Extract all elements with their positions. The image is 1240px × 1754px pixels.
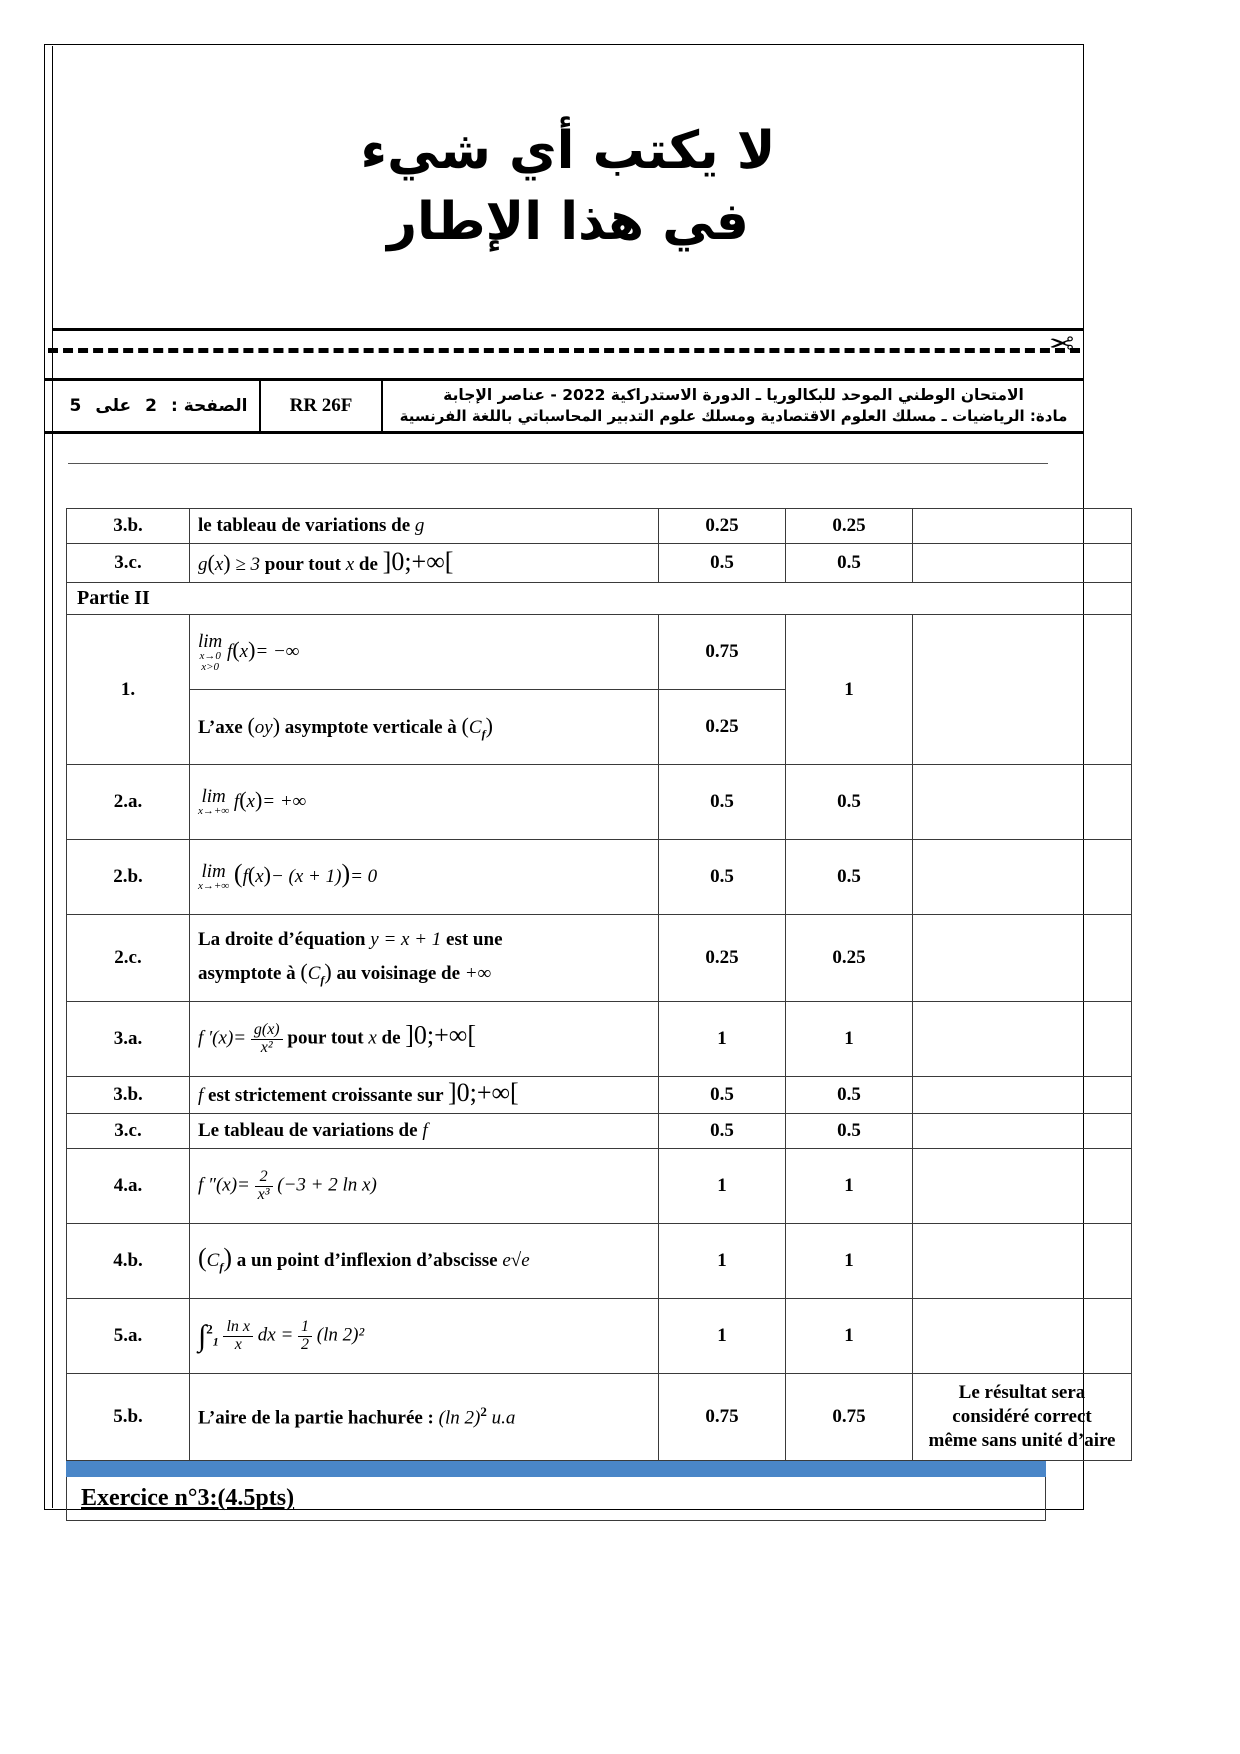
- table-row: [67, 544, 1132, 583]
- points-total: 0.5: [786, 1114, 913, 1149]
- question-id: 2.a.: [67, 765, 190, 840]
- answer-text-de: de: [358, 554, 378, 575]
- fraction-denominator: 2: [301, 1335, 310, 1353]
- table-row: [67, 1002, 1132, 1077]
- math-curve-C: C: [468, 716, 482, 738]
- math-curve-sub: f: [481, 726, 486, 741]
- answer-text: La droite d’équation: [198, 928, 366, 950]
- table-row: [67, 615, 1132, 690]
- math-fraction: [223, 1319, 253, 1354]
- integral-lower-bound: 1: [212, 1334, 219, 1349]
- points-partial: 1: [659, 1149, 786, 1224]
- points-partial: 0.75: [659, 615, 786, 690]
- answer-line-1: [198, 929, 650, 951]
- math-curve-C: C: [307, 962, 321, 984]
- math-limit: [198, 787, 229, 817]
- fraction-numerator: 2: [255, 1169, 273, 1187]
- answer-content: lim x→+∞ f(x)= +∞: [190, 765, 659, 840]
- question-id: 4.b.: [67, 1224, 190, 1299]
- math-dx-equals: dx =: [257, 1324, 294, 1346]
- section-title: Partie II: [67, 583, 1132, 615]
- math-derivative: f ′(x): [198, 1027, 234, 1049]
- math-inequality: ≥ 3: [235, 554, 261, 575]
- question-id: 5.b.: [67, 1374, 190, 1461]
- math-expr-rest: − (x + 1): [270, 865, 342, 887]
- remark-cell: [913, 1374, 1132, 1461]
- points-total: 0.5: [786, 840, 913, 915]
- answer-content: lim x→0 x>0 f(x)= −∞: [190, 615, 659, 690]
- remark-cell: [913, 1114, 1132, 1149]
- table-row: [67, 1224, 1132, 1299]
- answer-text-de: de: [381, 1027, 401, 1049]
- remark-cell: [913, 509, 1132, 544]
- exercise-blue-bar: [66, 1461, 1046, 1477]
- points-partial: 0.25: [659, 915, 786, 1002]
- math-second-derivative: f ″(x): [198, 1174, 238, 1196]
- points-partial: 0.25: [659, 690, 786, 765]
- question-id: 3.c.: [67, 544, 190, 583]
- exam-title-line-2: مادة: الرياضيات ـ مسلك العلوم الاقتصادية ومسلك علوم التدبير المحاسباتي باللغة الفرنسية: [399, 407, 1068, 426]
- math-fraction: [298, 1319, 312, 1354]
- table-row: [67, 1114, 1132, 1149]
- limit-op: lim: [201, 786, 226, 808]
- points-partial: 1: [659, 1299, 786, 1374]
- remark-line-1: Le résultat sera: [958, 1382, 1086, 1404]
- math-var-g: g: [414, 515, 425, 536]
- remark-cell: [913, 840, 1132, 915]
- limit-op: lim: [198, 630, 223, 652]
- remark-cell: [913, 544, 1132, 583]
- do-not-write-box: [52, 46, 1084, 331]
- answer-content: lim x→+∞ (f(x)− (x + 1))= 0: [190, 840, 659, 915]
- math-func-f: f: [422, 1120, 428, 1141]
- answer-text: est strictement croissante sur: [208, 1085, 444, 1106]
- integral-upper-bound: 2: [206, 1321, 213, 1337]
- math-func-f: f: [198, 1085, 204, 1106]
- question-id: 2.c.: [67, 915, 190, 1002]
- points-partial: 0.25: [659, 509, 786, 544]
- table-row: [67, 915, 1132, 1002]
- math-interval: ]0;+∞[: [405, 1020, 477, 1050]
- exam-title-line-1: الامتحان الوطني الموحد للبكالوريا ـ الدورة الاستدراكية 2022 - عناصر الإجابة: [443, 386, 1024, 405]
- points-partial: 0.75: [659, 1374, 786, 1461]
- question-id: 4.a.: [67, 1149, 190, 1224]
- math-limit: [198, 632, 222, 673]
- cut-line-zone: [44, 327, 1084, 376]
- math-fraction: [251, 1022, 283, 1057]
- answer-content: [190, 509, 659, 544]
- points-total: 0.5: [786, 1077, 913, 1114]
- answer-text: Le tableau de variations de: [198, 1120, 418, 1141]
- answer-content: $(C_f)$ a un point d’inflexion d’abscisse e√e: [190, 1224, 659, 1299]
- table-row: [67, 1149, 1132, 1224]
- exercise-title: Exercice n°3:(4.5pts): [81, 1485, 295, 1511]
- math-curve-C: C: [206, 1249, 220, 1271]
- points-partial: 0.5: [659, 544, 786, 583]
- answer-content: [190, 1114, 659, 1149]
- question-id: 5.a.: [67, 1299, 190, 1374]
- math-expr-rest: (−3 + 2 ln x): [277, 1174, 377, 1196]
- points-partial: 0.5: [659, 1077, 786, 1114]
- remark-cell: [913, 1299, 1132, 1374]
- answer-text: a un point d’inflexion d’abscisse: [236, 1249, 498, 1271]
- answer-content: [190, 1299, 659, 1374]
- table-row: [67, 1077, 1132, 1114]
- table-row: [67, 1299, 1132, 1374]
- points-total: 1: [786, 1299, 913, 1374]
- math-equals-value: = +∞: [262, 790, 307, 812]
- answer-content: [190, 915, 659, 1002]
- math-equals: =: [233, 1027, 247, 1049]
- exam-info-bar: [44, 378, 1084, 434]
- math-area-unit: u.a: [491, 1407, 516, 1429]
- limit-sub: x→+∞: [198, 805, 230, 818]
- remark-cell: [913, 615, 1132, 765]
- remark-cell: [913, 1224, 1132, 1299]
- answer-text: pour tout: [287, 1027, 364, 1049]
- answer-content: L’axe (oy) asymptote verticale à $(C_f)$: [190, 690, 659, 765]
- remark-line-2: considéré correct: [952, 1406, 1092, 1428]
- table-row: [67, 509, 1132, 544]
- answer-text: est une: [446, 928, 503, 950]
- points-partial: 0.5: [659, 1114, 786, 1149]
- math-exponent: 2: [480, 1404, 487, 1420]
- table-row: [67, 1374, 1132, 1461]
- exam-title-cell: [381, 381, 1084, 431]
- math-equals: =: [237, 1174, 250, 1196]
- answer-text: le tableau de variations de: [198, 515, 411, 536]
- question-id: 3.b.: [67, 509, 190, 544]
- question-id: 3.b.: [67, 1077, 190, 1114]
- page-label: الصفحة :: [170, 396, 248, 416]
- math-inflection-abscissa: e√e: [502, 1249, 530, 1271]
- math-expr-rest: (ln 2)²: [316, 1324, 365, 1346]
- remark-cell: [913, 1149, 1132, 1224]
- points-total: 1: [786, 1002, 913, 1077]
- question-id: 2.b.: [67, 840, 190, 915]
- question-id: 3.c.: [67, 1114, 190, 1149]
- points-partial: 0.5: [659, 765, 786, 840]
- fraction-denominator: x²: [260, 1038, 273, 1056]
- fraction-numerator: ln x: [223, 1319, 253, 1337]
- answer-text: L’aire de la partie hachurée :: [198, 1407, 434, 1429]
- answer-text: au voisinage de: [336, 962, 461, 984]
- points-total: 0.25: [786, 915, 913, 1002]
- remark-cell: [913, 1077, 1132, 1114]
- remark-cell: [913, 765, 1132, 840]
- dashed-cut-line: [48, 348, 1080, 353]
- math-infinity: +∞: [464, 962, 492, 984]
- points-total: 0.5: [786, 765, 913, 840]
- question-id: 3.a.: [67, 1002, 190, 1077]
- answer-text: L’axe: [198, 716, 243, 738]
- math-interval: ]0;+∞[: [382, 547, 454, 576]
- fraction-denominator: x: [234, 1335, 242, 1353]
- fraction-denominator: x³: [257, 1185, 270, 1203]
- fraction-numerator: g(x): [251, 1022, 283, 1040]
- exam-code: RR 26F: [259, 381, 381, 431]
- math-area-value: (ln 2): [438, 1407, 481, 1429]
- math-interval: ]0;+∞[: [447, 1078, 519, 1107]
- page-number: 2: [145, 396, 157, 416]
- math-func-f: f: [242, 865, 248, 887]
- math-equals-value: = 0: [350, 865, 378, 887]
- points-total: 1: [786, 1149, 913, 1224]
- answer-content: [190, 1374, 659, 1461]
- points-partial: 1: [659, 1002, 786, 1077]
- do-not-write-line-1: لا يكتب أي شيء: [360, 121, 776, 181]
- points-total: 0.75: [786, 1374, 913, 1461]
- page-of-word: على: [95, 396, 132, 416]
- exercise-banner: [66, 1477, 1046, 1521]
- math-func-f: f: [233, 790, 240, 812]
- math-line-equation: y = x + 1: [370, 928, 442, 950]
- do-not-write-line-2: في هذا الإطار: [387, 192, 749, 252]
- math-integral-sign: ∫: [198, 1319, 207, 1352]
- math-var-x: x: [345, 554, 355, 575]
- math-curve-sub: f: [219, 1259, 224, 1274]
- math-var-x: x: [368, 1027, 377, 1049]
- answer-key-table: [66, 508, 1132, 1461]
- remark-cell: [913, 915, 1132, 1002]
- answer-text: asymptote à: [198, 962, 296, 984]
- limit-op: lim: [201, 861, 226, 883]
- remark-cell: [913, 1002, 1132, 1077]
- points-partial: 0.5: [659, 840, 786, 915]
- remark-line-3: même sans unité d’aire: [928, 1429, 1116, 1451]
- math-axis-oy: oy: [254, 716, 273, 738]
- math-curve-sub: f: [320, 972, 325, 987]
- scissors-icon: ✂: [1048, 327, 1074, 362]
- math-fraction: [255, 1169, 273, 1204]
- page-indicator: [44, 381, 259, 431]
- question-id: 1.: [67, 615, 190, 765]
- answer-line-2: asymptote à $(C_f)$ au voisinage de +∞: [198, 958, 492, 987]
- math-limit: [198, 862, 229, 892]
- answer-content: g(x) ≥ 3 pour tout x de ]0;+∞[: [190, 544, 659, 583]
- points-total: 0.5: [786, 544, 913, 583]
- answer-content: [190, 1077, 659, 1114]
- section-header-row: [67, 583, 1132, 615]
- limit-sub-1: x→0: [199, 649, 221, 662]
- answer-text: asymptote verticale à: [284, 716, 457, 738]
- header-separator-rule: [68, 463, 1048, 464]
- math-func-f: f: [227, 640, 233, 662]
- points-partial: 1: [659, 1224, 786, 1299]
- answer-text: pour tout: [264, 554, 341, 575]
- table-row: [67, 840, 1132, 915]
- answer-content: [190, 1149, 659, 1224]
- page-total: 5: [69, 396, 82, 416]
- math-equals-value: = −∞: [255, 640, 300, 662]
- limit-sub: x→+∞: [198, 880, 230, 893]
- table-row: [67, 765, 1132, 840]
- points-total: 1: [786, 1224, 913, 1299]
- answer-content: [190, 1002, 659, 1077]
- limit-sub-2: x>0: [201, 660, 220, 673]
- math-var-g: g: [198, 554, 208, 575]
- points-total: 0.25: [786, 509, 913, 544]
- fraction-numerator: 1: [298, 1319, 312, 1337]
- points-total: 1: [786, 615, 913, 765]
